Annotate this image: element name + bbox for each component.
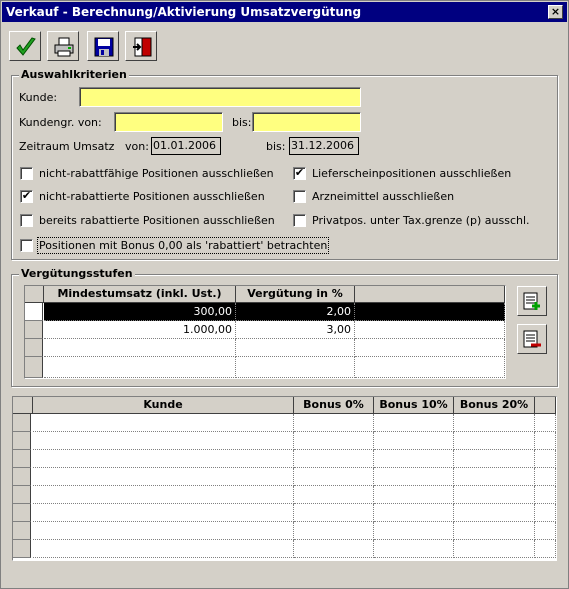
table-cell[interactable]: [374, 522, 454, 540]
table-cell[interactable]: [33, 522, 294, 540]
delete-row-icon: [523, 330, 543, 350]
table-cell[interactable]: [294, 540, 374, 558]
row-header[interactable]: [13, 504, 31, 522]
row-header[interactable]: [25, 303, 43, 321]
exit-door-icon: [131, 36, 153, 58]
zeitraum-label: Zeitraum Umsatz: [19, 140, 115, 153]
add-row-icon: [523, 292, 543, 312]
zeitraum-von-date[interactable]: 01.01.2006: [151, 137, 221, 155]
table-cell[interactable]: [535, 522, 556, 540]
group-title: Auswahlkriterien: [21, 68, 127, 81]
table-cell[interactable]: [236, 339, 355, 357]
table-cell[interactable]: [33, 468, 294, 486]
row-header[interactable]: [13, 450, 31, 468]
checkbox-label: Lieferscheinpositionen ausschließen: [312, 167, 512, 180]
table-cell[interactable]: [33, 486, 294, 504]
checkbox-lieferschein[interactable]: ✔: [294, 166, 305, 179]
kundengr-bis-input[interactable]: [252, 112, 361, 132]
table-cell[interactable]: [374, 414, 454, 432]
kundengr-von-label: Kundengr. von:: [19, 116, 102, 129]
save-button[interactable]: [87, 31, 119, 61]
table-cell[interactable]: [454, 486, 535, 504]
table-cell[interactable]: [33, 540, 294, 558]
zeitraum-bis-label: bis:: [266, 140, 286, 153]
table-cell[interactable]: [535, 504, 556, 522]
table-cell[interactable]: [355, 339, 505, 357]
save-disk-icon: [93, 36, 115, 58]
checkbox-label: bereits rabattierte Positionen ausschließen: [39, 214, 275, 227]
table-cell[interactable]: 300,00: [44, 303, 236, 321]
table-cell[interactable]: [454, 540, 535, 558]
checkbox-label: nicht-rabattfähige Positionen ausschließen: [39, 167, 274, 180]
print-button[interactable]: [47, 31, 79, 61]
checkbox-bereits-rabattierte[interactable]: [20, 214, 33, 227]
table-cell[interactable]: [44, 357, 236, 378]
column-header[interactable]: Bonus 20%: [454, 397, 535, 414]
zeitraum-bis-date[interactable]: 31.12.2006: [289, 137, 359, 155]
row-header[interactable]: [25, 321, 43, 339]
table-cell[interactable]: [294, 468, 374, 486]
delete-row-button[interactable]: [517, 324, 547, 354]
table-cell[interactable]: [33, 432, 294, 450]
table-cell[interactable]: [294, 414, 374, 432]
table-cell[interactable]: [33, 504, 294, 522]
kundengr-von-input[interactable]: [114, 112, 223, 132]
table-cell[interactable]: [294, 486, 374, 504]
table-cell[interactable]: [454, 450, 535, 468]
table-cell[interactable]: [374, 540, 454, 558]
table-cell[interactable]: [236, 357, 355, 378]
table-cell[interactable]: [535, 432, 556, 450]
add-row-button[interactable]: [517, 286, 547, 316]
row-header[interactable]: [13, 522, 31, 540]
table-cell[interactable]: [294, 432, 374, 450]
checkbox-label: Privatpos. unter Tax.grenze (p) ausschl.: [312, 214, 530, 227]
table-cell[interactable]: [535, 540, 556, 558]
grid-corner: [25, 286, 44, 303]
table-cell[interactable]: [33, 450, 294, 468]
table-cell[interactable]: [44, 339, 236, 357]
column-header[interactable]: Vergütung in %: [236, 286, 355, 303]
column-header[interactable]: Kunde: [33, 397, 294, 414]
checkbox-label: nicht-rabattierte Positionen ausschließen: [39, 190, 265, 203]
table-cell[interactable]: [454, 522, 535, 540]
row-header[interactable]: [13, 540, 31, 558]
table-cell[interactable]: [355, 303, 505, 321]
kunde-input[interactable]: [79, 87, 361, 107]
group-title: Vergütungsstufen: [21, 267, 133, 280]
verguetungsstufen-grid[interactable]: [24, 285, 506, 379]
table-cell[interactable]: [374, 504, 454, 522]
row-header[interactable]: [13, 468, 31, 486]
table-cell[interactable]: [294, 522, 374, 540]
table-cell[interactable]: [454, 468, 535, 486]
row-header[interactable]: [25, 339, 43, 357]
table-cell[interactable]: [294, 450, 374, 468]
table-cell[interactable]: [454, 432, 535, 450]
checkbox-privatpos[interactable]: [293, 214, 306, 227]
table-cell[interactable]: [374, 432, 454, 450]
kunde-label: Kunde:: [19, 91, 58, 104]
table-cell[interactable]: [294, 504, 374, 522]
table-cell[interactable]: [535, 486, 556, 504]
table-cell[interactable]: [374, 486, 454, 504]
kunden-grid[interactable]: [12, 396, 557, 561]
table-cell[interactable]: [33, 414, 294, 432]
row-header[interactable]: [13, 486, 31, 504]
table-cell[interactable]: [535, 450, 556, 468]
table-cell[interactable]: [355, 357, 505, 378]
title-bar: [2, 2, 567, 22]
table-cell[interactable]: [374, 450, 454, 468]
grid-corner: [13, 397, 33, 414]
table-cell[interactable]: [454, 414, 535, 432]
checkbox-label: Positionen mit Bonus 0,00 als 'rabattiert' betrachten: [39, 239, 328, 252]
table-cell[interactable]: [535, 414, 556, 432]
column-header-empty: [355, 286, 505, 303]
close-button[interactable]: ×: [548, 5, 563, 19]
confirm-button[interactable]: [9, 31, 41, 61]
table-cell[interactable]: [374, 468, 454, 486]
table-cell[interactable]: 1.000,00: [44, 321, 236, 339]
checkbox-bonus-null[interactable]: [20, 239, 33, 252]
window-title: Verkauf - Berechnung/Aktivierung Umsatzvergütung: [6, 5, 362, 19]
row-header[interactable]: [25, 357, 43, 378]
table-cell[interactable]: 3,00: [236, 321, 355, 339]
column-header[interactable]: Mindestumsatz (inkl. Ust.): [44, 286, 236, 303]
checkmark-icon: [15, 36, 37, 58]
exit-button[interactable]: [125, 31, 157, 61]
table-cell[interactable]: [454, 504, 535, 522]
table-cell[interactable]: 2,00: [236, 303, 355, 321]
table-cell[interactable]: [355, 321, 505, 339]
table-cell[interactable]: [535, 468, 556, 486]
checkbox-label: Arzneimittel ausschließen: [312, 190, 455, 203]
checkbox-arzneimittel[interactable]: [293, 190, 306, 203]
column-header[interactable]: Bonus 10%: [374, 397, 454, 414]
column-header[interactable]: Bonus 0%: [294, 397, 374, 414]
checkbox-nicht-rabattfaehige[interactable]: [20, 167, 33, 180]
kundengr-bis-label: bis:: [232, 116, 252, 129]
checkbox-nicht-rabattierte[interactable]: ✔: [21, 189, 32, 202]
row-header[interactable]: [13, 414, 31, 432]
zeitraum-von-label: von:: [125, 140, 149, 153]
column-header-empty: [535, 397, 556, 414]
row-header[interactable]: [13, 432, 31, 450]
printer-icon: [53, 36, 75, 58]
